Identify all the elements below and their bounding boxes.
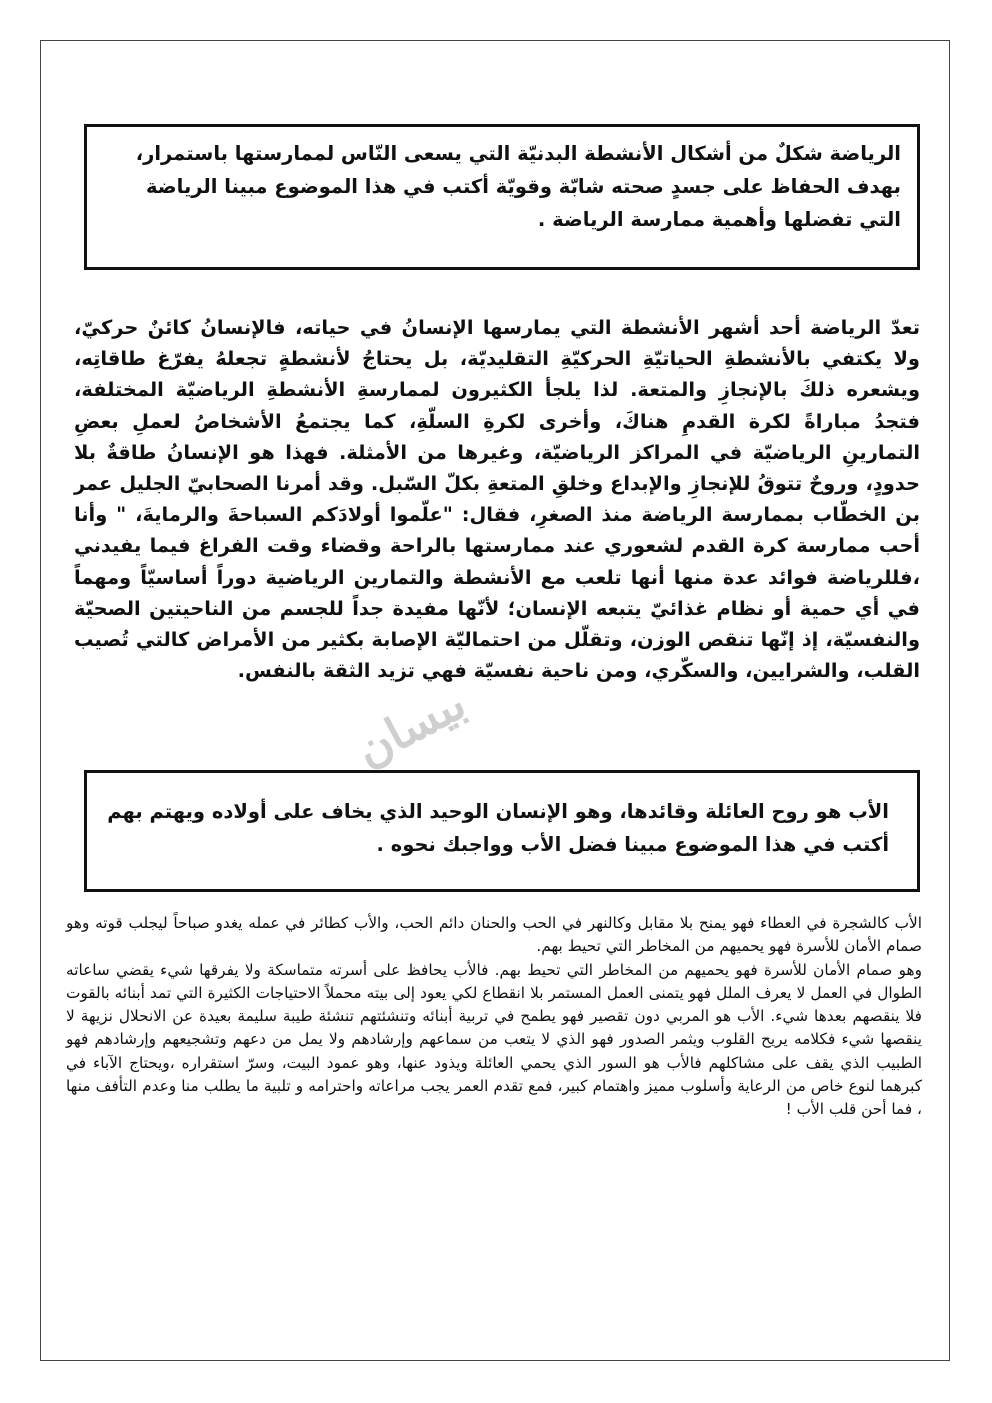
prompt-box-sport: [84, 124, 920, 270]
essay-father-paragraph-1: الأب كالشجرة في العطاء فهو يمنح بلا مقابل وكالنهر في الحب والحنان دائم الحب، والأب كطائر في عمله يغدو صباحاً ليجلب قوته وهو صمام الأمان للأسرة فهو يحميهم من المخاطر التي تحيط بهم.: [66, 914, 922, 956]
prompt-box-father: [84, 770, 920, 892]
essay-father-paragraph-2: وهو صمام الأمان للأسرة فهو يحميهم من المخاطر التي تحيط بهم. فالأب يحافظ على أسرته متماسكة ولا يفرقها شيء يقضي ساعاته الطوال في العمل لا يعرف الملل فهو يتمنى العمل المستمر بلا انقطاع لكي يعود إلى بيته محملاً الاحتياجات الكثيرة التي تمد أبنائه بالقوت فلا ينقصهم بعدها شيء. الأب هو المربي دون تقصير فهو يطمح في تربية أبنائه وتنشئتهم تنشئة طيبة سليمة بعيدة عن الانحلال نزيهة لا ينقصها شيء فكلامه يريح القلوب ويثمر الصدور فهو الذي لا يتعب من سماعهم وإرشادهم ولا يمل من دعهم وتشجيعهم وإرشادهم فهو الطبيب الذي يقف على مشاكلهم فالأب هو السور الذي يحمي العائلة ويذود عنها، وهو عمود البيت، وسرّ استقراره ،ويحتاج الآباء في كبرهما لنوع خاص من الرعاية وأسلوب مميز واهتمام كبير، فمع تقدم العمر يجب مراعاته واحترامه و تلبية ما يطلب منا وعدم التأفف منها ، فما أحن قلب الأب !: [66, 960, 922, 1119]
prompt-line-1: الأب هو روح العائلة وقائدها، وهو الإنسان الوحيد الذي يخاف على أولاده ويهتم بهم: [107, 800, 889, 823]
watermark-text: بيسان: [346, 675, 475, 778]
essay-father: [66, 912, 922, 1122]
essay-sport-paragraph: تعدّ الرياضة أحد أشهر الأنشطة التي يمارسها الإنسانُ في حياته، فالإنسانُ كائنٌ حركيّ، ولا يكتفي بالأنشطةِ الحياتيّةِ الحركيّةِ التقليديّة، بل يحتاجُ لأنشطةٍ تجعلهُ يفرّغ طاقاتِه، ويشعره ذلكَ بالإنجازِ والمتعة. لذا يلجأ الكثيرون لممارسةِ الأنشطةِ الرياضيّة المختلفة، فتجدُ مباراةً لكرة القدمِ هناكَ، وأخرى لكرةِ السلّةِ، كما يجتمعُ الأشخاصُ لعملِ بعضِ التمارينِ الرياضيّة في المراكز الرياضيّة، وغيرها من الأمثلة. فهذا هو الإنسانُ طاقةٌ بلا حدودٍ، وروحٌ تتوقُ للإنجازِ والإبداع وخلقِ المتعةِ بكلّ السّبل. وقد أمرنا الصحابيّ الجليل عمر بن الخطّاب بممارسة الرياضة منذ الصغرِ، فقال: "علّموا أولادَكم السباحةَ والرمايةَ، " وأنا أحب ممارسة كرة القدم لشعوري عند ممارستها بالراحة وقضاء وقت الفراغ فيما يفيدني ،فللرياضة فوائد عدة منها أنها تلعب مع الأنشطة والتمارين الرياضية دوراً أساسيّاً ومهماً في أي حمية أو نظام غذائيّ يتبعه الإنسان؛ لأنّها مفيدة جداً للجسم من الناحيتين الصحيّة والنفسيّة، إذ إنّها تنقص الوزن، وتقلّل من احتماليّة الإصابة بكثير من الأمراض كالتي تُصيب القلب، والشرايين، والسكّري، ومن ناحية نفسيّة فهي تزيد الثقة بالنفس.: [74, 316, 920, 683]
prompt-line-2: أكتب في هذا الموضوع مبينا فضل الأب وواجبك نحوه .: [376, 833, 889, 856]
prompt-text-sport: الرياضة شكلٌ من أشكال الأنشطة البدنيّة التي يسعى النّاس لممارستها باستمرار، بهدف الحفاظ على جسدٍ صحته شابّة وقويّة أكتب في هذا الموضوع مبينا الرياضة التي تفضلها وأهمية ممارسة الرياضة .: [135, 142, 901, 231]
